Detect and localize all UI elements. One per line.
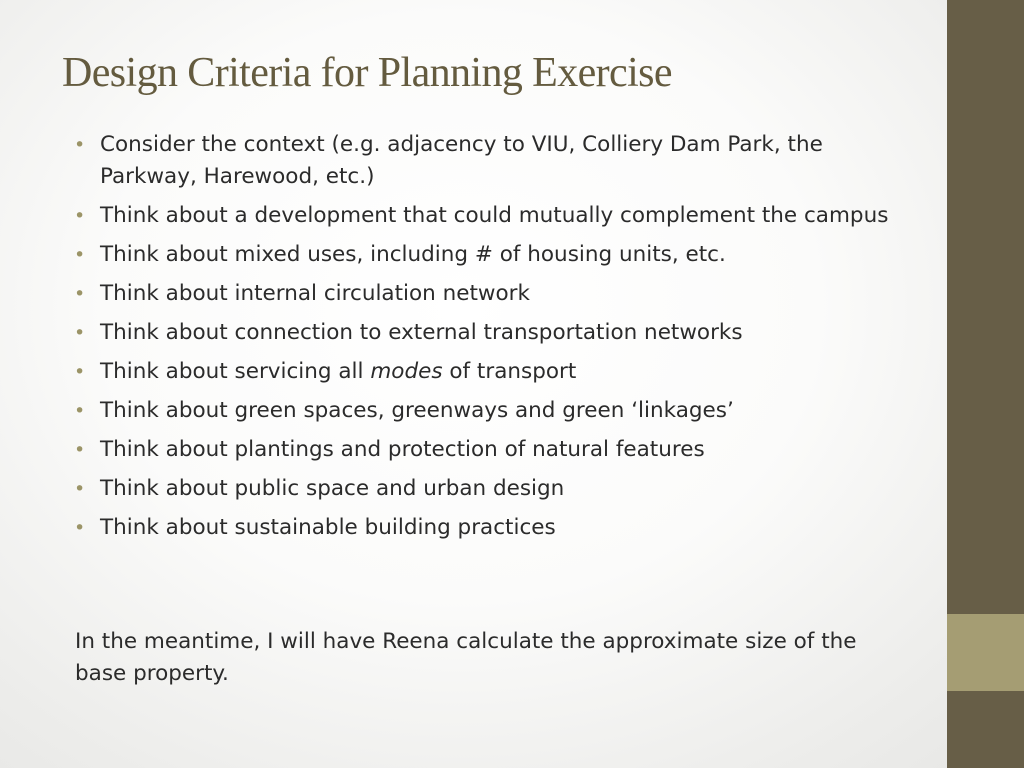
closing-paragraph: In the meantime, I will have Reena calculate the approximate size of the base property.	[75, 629, 857, 686]
list-item-text: Think about connection to external transportation networks	[100, 320, 743, 345]
list-item	[74, 395, 894, 427]
list-item-text: Think about a development that could mutually complement the campus	[100, 203, 889, 228]
list-item	[74, 278, 894, 310]
list-item	[74, 434, 894, 466]
list-item	[74, 239, 894, 271]
list-item	[74, 356, 894, 388]
bullet-icon: •	[74, 517, 86, 539]
side-accent-block	[947, 614, 1024, 691]
list-item-text: Consider the context (e.g. adjacency to VIU, Colliery Dam Park, the Parkway, Harewood, etc.)	[100, 132, 823, 189]
list-item	[74, 129, 894, 193]
list-item-text-after: of transport	[442, 359, 577, 384]
bullet-icon: •	[74, 478, 86, 500]
list-item-emphasis: modes	[370, 359, 443, 384]
bullet-icon: •	[74, 205, 86, 227]
list-item	[74, 200, 894, 232]
list-item-text: Think about green spaces, greenways and green ‘linkages’	[100, 398, 734, 423]
bullet-icon: •	[74, 244, 86, 266]
list-item	[74, 317, 894, 349]
list-item-text: Think about internal circulation network	[100, 281, 530, 306]
bullet-icon: •	[74, 400, 86, 422]
list-item-text	[100, 359, 576, 384]
bullet-icon: •	[74, 134, 86, 156]
list-item	[74, 473, 894, 505]
bullet-icon: •	[74, 361, 86, 383]
list-item-text: Think about mixed uses, including # of housing units, etc.	[100, 242, 726, 267]
list-item-text-before: Think about servicing all	[100, 359, 371, 384]
list-item-text: Think about plantings and protection of natural features	[100, 437, 705, 462]
bullet-icon: •	[74, 322, 86, 344]
list-item-text: Think about sustainable building practices	[100, 515, 556, 540]
slide-title: Design Criteria for Planning Exercise	[62, 50, 672, 96]
bullet-icon: •	[74, 439, 86, 461]
list-item-text: Think about public space and urban design	[100, 476, 565, 501]
criteria-list	[74, 129, 894, 551]
list-item	[74, 512, 894, 544]
bullet-icon: •	[74, 283, 86, 305]
